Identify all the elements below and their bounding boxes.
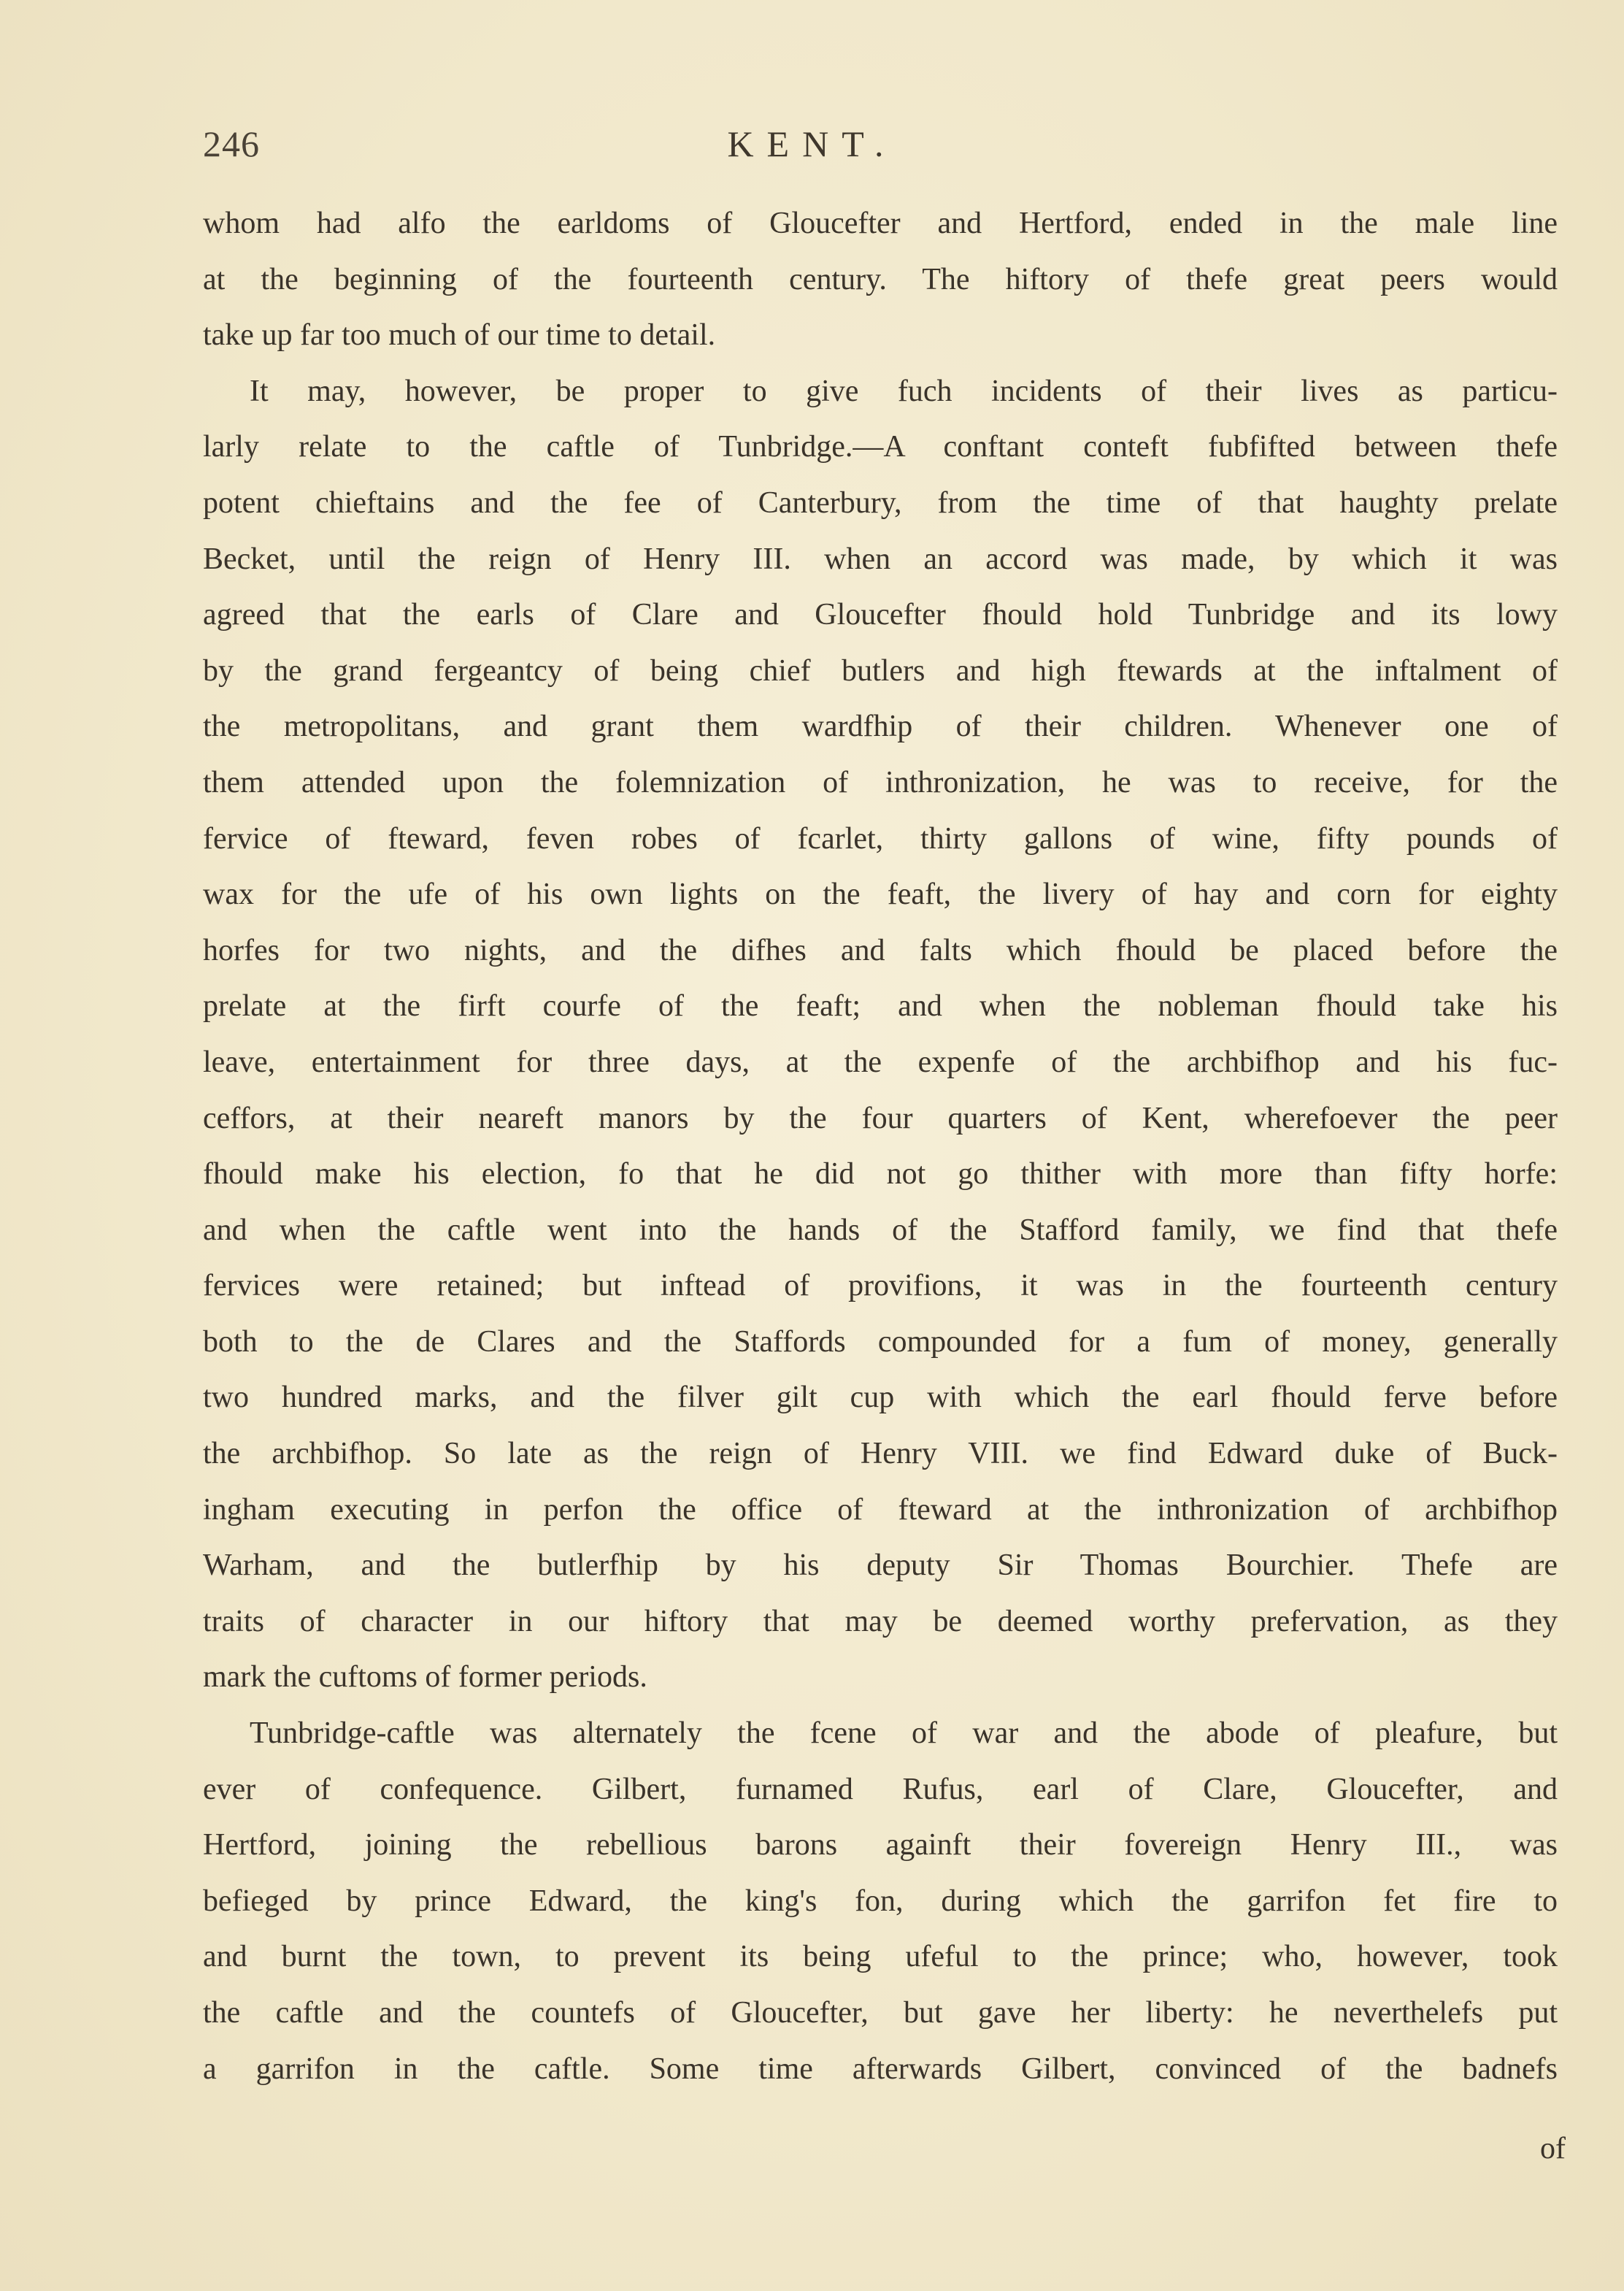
body-text — [203, 196, 1558, 2097]
text-line: agreed that the earls of Clare and Gloucefter fhould hold Tunbridge and its lowy — [203, 598, 1558, 632]
text-line: Tunbridge-caftle was alternately the fcene of war and the abode of pleafure, but — [250, 1716, 1558, 1751]
text-line: both to the de Clares and the Staffords compounded for a fum of money, generally — [203, 1324, 1558, 1359]
text-line: them attended upon the folemnization of inthronization, he was to receive, for the — [203, 765, 1558, 799]
text-line: Hertford, joining the rebellious barons againft their fovereign Henry III., was — [203, 1828, 1558, 1862]
text-line: the metropolitans, and grant them wardfhip of their children. Whenever one of — [203, 710, 1558, 744]
text-line: wax for the ufe of his own lights on the feaft, the livery of hay and corn for eighty — [203, 878, 1558, 912]
text-line: ingham executing in perfon the office of fteward at the inthronization of archbifhop — [203, 1492, 1558, 1527]
text-line: Becket, until the reign of Henry III. when an accord was made, by which it was — [203, 542, 1558, 576]
text-line: ceffors, at their neareft manors by the four quarters of Kent, wherefoever the peer — [203, 1101, 1558, 1135]
text-line: and when the caftle went into the hands of the Stafford family, we find that thefe — [203, 1213, 1558, 1247]
text-line: It may, however, be proper to give fuch incidents of their lives as particu- — [250, 374, 1558, 408]
running-head: KENT. — [727, 123, 897, 164]
text-line: ever of confequence. Gilbert, furnamed Rufus, earl of Clare, Gloucefter, and — [203, 1772, 1558, 1806]
text-line: by the grand fergeantcy of being chief butlers and high ftewards at the inftalment of — [203, 653, 1558, 688]
text-line: the caftle and the countefs of Gloucefter, but gave her liberty: he neverthelefs put — [203, 1996, 1558, 2030]
text-line: two hundred marks, and the filver gilt cup with which the earl fhould ferve before — [203, 1381, 1558, 1415]
text-line: take up far too much of our time to detail. — [203, 318, 716, 353]
text-line: potent chieftains and the fee of Canterbury, from the time of that haughty prelate — [203, 486, 1558, 520]
text-line: traits of character in our hiftory that may be deemed worthy prefervation, as they — [203, 1604, 1558, 1638]
page-number: 246 — [203, 123, 260, 164]
text-line: and burnt the town, to prevent its being ufeful to the prince; who, however, took — [203, 1940, 1558, 1974]
text-line: the archbifhop. So late as the reign of Henry VIII. we find Edward duke of Buck- — [203, 1437, 1558, 1471]
text-line: leave, entertainment for three days, at the expenfe of the archbifhop and his fuc- — [203, 1045, 1558, 1079]
catchword: of — [1540, 2132, 1566, 2165]
text-line: fhould make his election, fo that he did not go thither with more than fifty horfe: — [203, 1157, 1558, 1191]
text-line: horfes for two nights, and the difhes and falts which fhould be placed before the — [203, 933, 1558, 967]
text-line: larly relate to the caftle of Tunbridge.—A conftant conteft fubfifted between thefe — [203, 430, 1558, 464]
text-line: Warham, and the butlerfhip by his deputy Sir Thomas Bourchier. Thefe are — [203, 1549, 1558, 1583]
text-line: whom had alfo the earldoms of Gloucefter and Hertford, ended in the male line — [203, 207, 1558, 240]
text-line: at the beginning of the fourteenth century. The hiftory of thefe great peers would — [203, 262, 1558, 296]
text-line: fervice of fteward, feven robes of fcarlet, thirty gallons of wine, fifty pounds of — [203, 821, 1558, 856]
text-line: mark the cuftoms of former periods. — [203, 1660, 647, 1695]
text-line: prelate at the firft courfe of the feaft; and when the nobleman fhould take his — [203, 989, 1558, 1024]
page-header — [0, 123, 1624, 181]
text-line: a garrifon in the caftle. Some time afterwards Gilbert, convinced of the badnefs — [203, 2052, 1558, 2086]
text-line: fervices were retained; but inftead of provifions, it was in the fourteenth century — [203, 1269, 1558, 1303]
text-line: befieged by prince Edward, the king's fon, during which the garrifon fet fire to — [203, 1884, 1558, 1918]
